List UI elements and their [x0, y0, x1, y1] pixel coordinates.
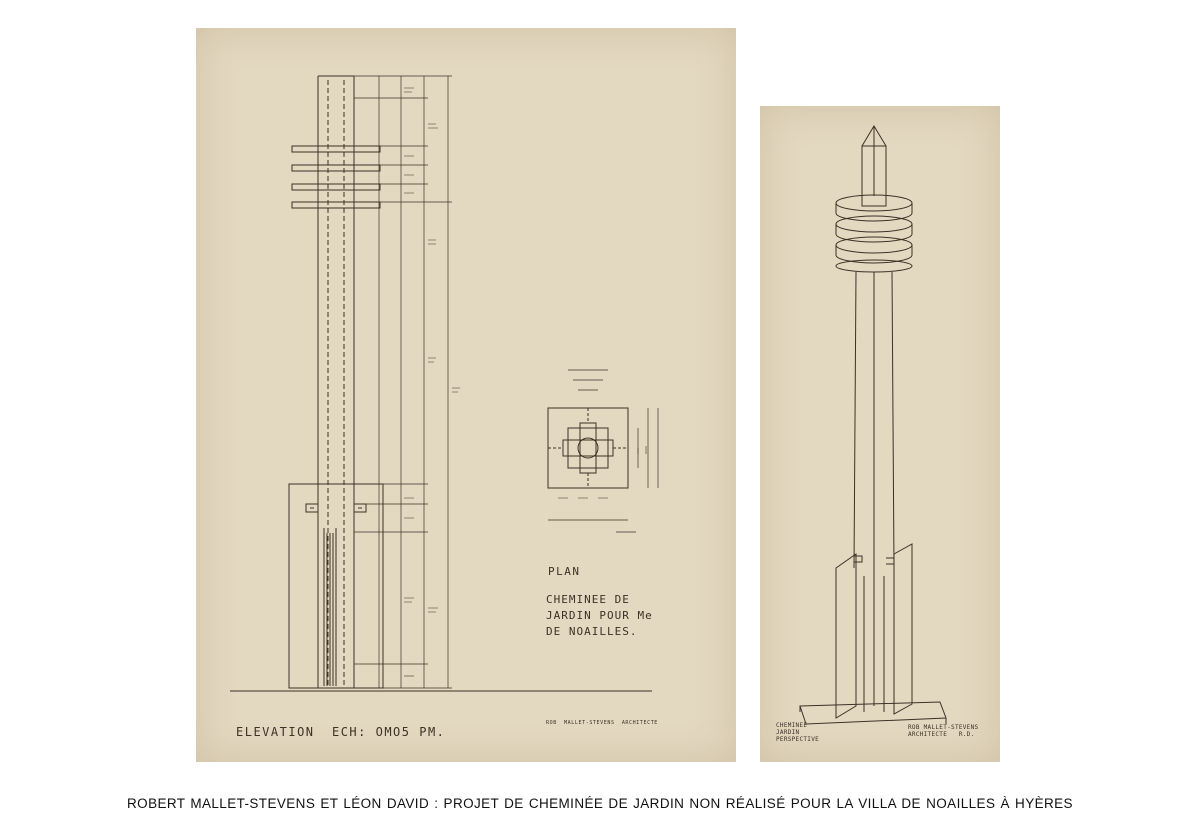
- architect-signature-right: ROB MALLET-STEVENS ARCHITECTE R.D.: [908, 724, 979, 738]
- plan-label: PLAN: [548, 565, 581, 578]
- perspective-label: CHEMINEE JARDIN PERSPECTIVE: [776, 722, 820, 743]
- elevation-scale-label: ELEVATION ECH: OMO5 PM.: [236, 725, 446, 739]
- elevation-plan-drawing-sheet: [196, 28, 736, 762]
- drawing-title: CHEMINEE DE JARDIN POUR Me DE NOAILLES.: [546, 593, 653, 638]
- architect-signature: ROB MALLET-STEVENS ARCHITECTE: [546, 720, 658, 726]
- elevation-and-plan-drawing: [196, 28, 736, 762]
- image-caption: ROBERT MALLET-STEVENS ET LÉON DAVID : PROJET DE CHEMINÉE DE JARDIN NON RÉALISÉ POUR LA VILLA DE NOAILLES À HYÈRES: [127, 796, 1073, 811]
- perspective-drawing-sheet: [760, 106, 1000, 762]
- perspective-drawing: [760, 106, 1000, 762]
